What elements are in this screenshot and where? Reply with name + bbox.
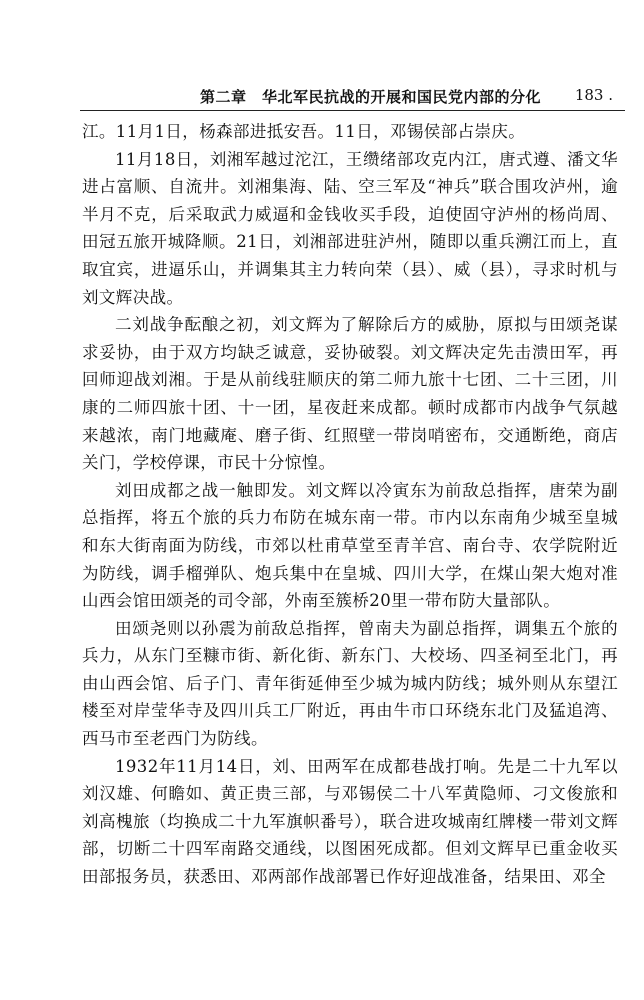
paragraph: 1932年11月14日，刘、田两军在成都巷战打响。先是二十九军以刘汉雄、何瞻如、黄正贵三部，与邓锡侯二十八军黄隐师、刁文俊旅和刘高槐旅（均换成二十九军旗帜番号），联合进攻城南红牌楼一带刘文辉部，切断二十四军南路交通线，以图困死成都。但刘文辉早已重金收买田部报务员，获悉田、邓两部作战部署已作好迎战准备，结果田、邓全 [82,756,618,887]
running-head: 第二章 华北军民抗战的开展和国民党内部的分化 [200,88,542,106]
body-text [82,118,618,891]
page-header [80,86,625,111]
paragraph: 二刘战争酝酿之初，刘文辉为了解除后方的威胁，原拟与田颂尧谋求妥协，由于双方均缺乏诚意，妥协破裂。刘文辉决定先击溃田军，再回师迎战刘湘。于是从前线驻顺庆的第二师九旅十七团、二十三团，川康的二师四旅十团、十一团，星夜赶来成都。顿时成都市内战争气氛越来越浓，南门地藏庵、磨子街、红照壁一带岗哨密布，交通断绝，商店关门，学校停课，市民十分惊惶。 [82,315,618,473]
paragraph: 11月18日，刘湘军越过沱江，王缵绪部攻克内江，唐式遵、潘文华进占富顺、自流井。刘湘集海、陆、空三军及“神兵”联合围攻泸州，逾半月不克，后采取武力威逼和金钱收买手段，迫使固守泸州的杨尚周、田冠五旅开城降顺。21日，刘湘部进驻泸州，随即以重兵溯江而上，直取宜宾，进逼乐山，并调集其主力转向荣（县）、威（县），寻求时机与刘文辉决战。 [82,149,618,307]
paragraph: 刘田成都之战一触即发。刘文辉以冷寅东为前敌总指挥，唐荣为副总指挥，将五个旅的兵力布防在城东南一带。市内以东南角少城至皇城和东大街南面为防线，市郊以杜甫草堂至青羊宫、南台寺、农学院附近为防线，调手榴弹队、炮兵集中在皇城、四川大学，在煤山架大炮对准山西会馆田颂尧的司令部，外南至簇桥20里一带布防大量部队。 [82,480,618,611]
paragraph: 江。11月1日，杨森部进抵安吾。11日，邓锡侯部占崇庆。 [82,122,526,141]
page-number: 183 . [574,86,613,104]
paragraph: 田颂尧则以孙震为前敌总指挥，曾南夫为副总指挥，调集五个旅的兵力，从东门至糠市街、新化街、新东门、大校场、四圣祠至北门，再由山西会馆、后子门、青年街延伸至少城为城内防线；城外则从东望江楼至对岸莹华寺及四川兵工厂附近，再由牛市口环绕东北门及猛追湾、西马市至老西门为防线。 [82,618,618,749]
